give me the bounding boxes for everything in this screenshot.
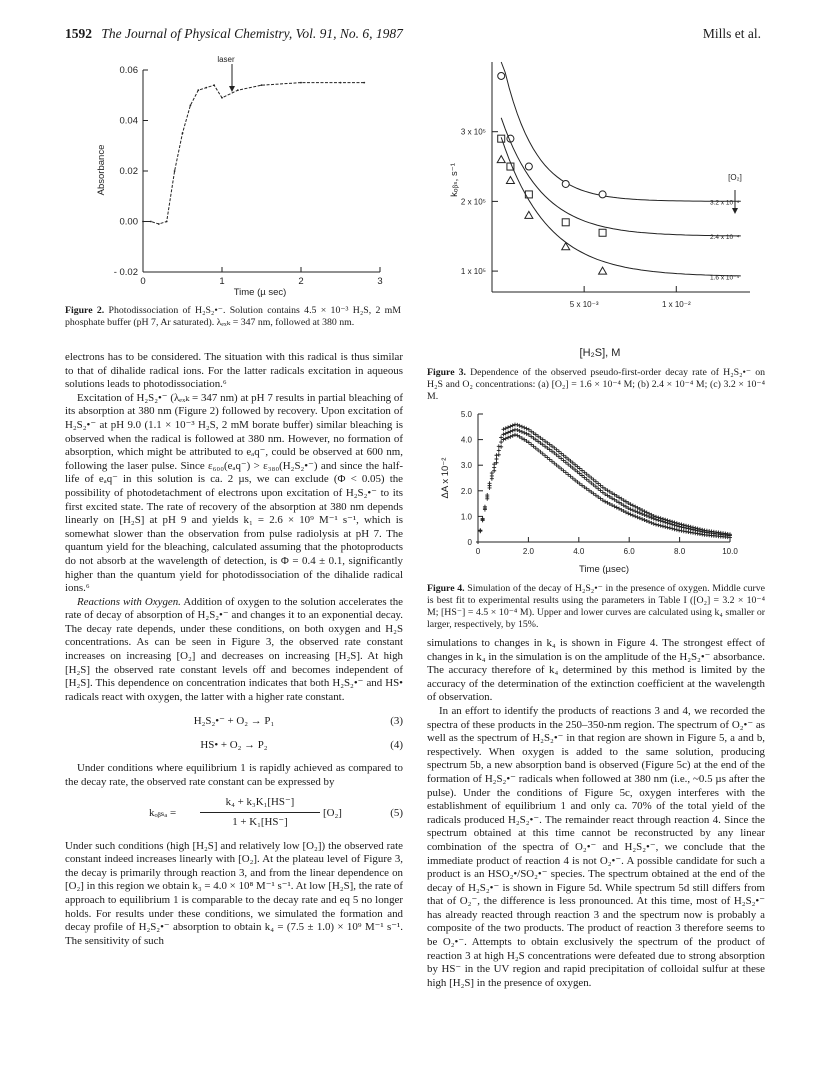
figure-4-point — [476, 540, 480, 544]
figure-4-point — [564, 471, 568, 475]
figure-4-point — [571, 476, 575, 480]
figure-4-point — [529, 442, 533, 446]
figure-2-point — [363, 82, 365, 84]
figure-2-point — [197, 89, 199, 91]
figure-2-point — [221, 97, 223, 99]
figure-4-point — [666, 521, 670, 525]
figure-2-point — [261, 84, 263, 86]
figure-4-point — [548, 457, 552, 461]
figure-4-point — [508, 424, 512, 428]
figure-2-point — [205, 87, 207, 89]
figure-4-point — [566, 462, 570, 466]
equation-5-fraction-bar — [200, 812, 320, 813]
figure-4-point — [649, 521, 653, 525]
figure-3-x-tick-label: 1 x 10⁻² — [661, 300, 691, 309]
figure-4-point — [652, 522, 656, 526]
figure-4-point — [594, 485, 598, 489]
figure-4-point — [675, 528, 679, 532]
figure-3-point-triangle — [497, 156, 505, 163]
figure-2-point — [150, 221, 152, 223]
figure-4-point — [518, 424, 522, 428]
figure-4-point — [589, 481, 593, 485]
figure-4-point — [582, 470, 586, 474]
section-heading-oxygen: Reactions with Oxygen. — [77, 595, 181, 608]
page-header — [65, 26, 761, 46]
figure-4-point — [659, 519, 663, 523]
figure-4-point — [580, 468, 584, 472]
figure-4-caption-text: Simulation of the decay of H₂S₂•⁻ in the presence of oxygen. Middle curve is best fit to experimental results using the parameters in Table I ([O₂] = 3.2 × 10⁻⁴ M; [HS⁻] = 4.5 × 10⁻⁴ M). Upper and lower curves are calculated using k₄ smaller or larger, respectively, by 15%. — [427, 583, 765, 630]
figure-2-y-tick-label: 0.02 — [119, 166, 138, 177]
figure-3-y-tick-label: 2 x 10⁵ — [460, 197, 486, 207]
figure-4-point — [654, 522, 658, 526]
figure-4-y-tick-label: 3.0 — [460, 461, 472, 471]
figure-2-caption-text: Photodissociation of H₂S₂•⁻. Solution contains 4.5 × 10⁻³ H₂S, 2 mM phosphate buffer (pH 7, Ar saturated). λₑₓₖ = 347 nm, followed at 380 nm. — [65, 305, 401, 328]
figure-4-point — [562, 453, 566, 457]
equation-5-denominator: 1 + K₁[HS⁻] — [232, 815, 288, 828]
figure-4-point — [661, 520, 665, 524]
journal-title: The Journal of Physical Chemistry, Vol. 91, No. 6, 1987 — [101, 26, 403, 41]
page-number: 1592 — [65, 26, 92, 41]
figure-4-point — [668, 526, 672, 530]
figure-4-point — [633, 509, 637, 513]
figure-2-y-tick-label: 0.00 — [119, 216, 138, 228]
figure-4-point — [568, 464, 572, 468]
figure-4-point — [656, 523, 660, 527]
figure-4-point — [654, 517, 658, 521]
figure-4-point — [506, 436, 510, 440]
figure-4-point — [575, 470, 579, 474]
figure-4-point — [518, 429, 522, 433]
figure-4-point — [497, 453, 501, 457]
figure-4-point — [534, 446, 538, 450]
figure-3-point-triangle — [525, 211, 533, 218]
figure-4-point — [585, 477, 589, 481]
figure-4-point — [559, 451, 563, 455]
left-column — [65, 351, 403, 948]
figure-4-point — [506, 425, 510, 429]
figure-4-point — [596, 487, 600, 491]
figure-2-point — [213, 84, 215, 86]
figure-3-chart — [425, 52, 765, 364]
figure-4-point — [543, 454, 547, 458]
figure-3-y-tick-label: 1 x 10⁵ — [460, 267, 486, 277]
figure-4-y-tick-label: 5.0 — [460, 410, 472, 419]
left-paragraph-3 — [65, 596, 403, 705]
figure-4-point — [666, 525, 670, 529]
figure-4-point — [631, 513, 635, 517]
equation-5-number: (5) — [390, 806, 403, 819]
equation-4-number: (4) — [390, 739, 403, 752]
figure-4-y-label: ΔA x 10⁻² — [440, 457, 451, 499]
figure-2-point — [237, 89, 239, 91]
figure-4-caption — [427, 583, 765, 631]
figure-4-point — [638, 511, 642, 515]
figure-4-point — [642, 513, 646, 517]
figure-4-point — [670, 522, 674, 526]
figure-3-fit-curve — [501, 62, 741, 201]
figure-4-point — [557, 465, 561, 469]
figure-4-point — [640, 512, 644, 516]
figure-4-point — [599, 483, 603, 487]
figure-4-x-tick-label: 4.0 — [573, 547, 585, 556]
figure-4-point — [656, 518, 660, 522]
figure-4-point — [633, 514, 637, 518]
figure-4-point — [550, 459, 554, 463]
figure-4-point — [494, 453, 498, 457]
figure-3-x-label: [H₂S], M — [579, 347, 621, 359]
figure-4-point — [659, 524, 663, 528]
figure-3-point-triangle — [506, 176, 514, 183]
figure-2-point — [182, 132, 184, 134]
figure-4-point — [506, 431, 510, 435]
figure-2-axes — [143, 70, 380, 272]
figure-4-point — [564, 455, 568, 459]
figure-4-point — [559, 467, 563, 471]
figure-4-point — [562, 458, 566, 462]
figure-4-point — [568, 459, 572, 463]
figure-2-x-tick-label: 0 — [140, 276, 146, 287]
figure-4-point — [504, 431, 508, 435]
figure-4-point — [494, 457, 498, 461]
figure-4-point — [599, 489, 603, 493]
figure-4-point — [531, 444, 535, 448]
figure-4-point — [575, 465, 579, 469]
figure-4-x-tick-label: 8.0 — [674, 547, 686, 556]
figure-2-point — [174, 170, 176, 172]
figure-4-x-label: Time (µsec) — [579, 564, 629, 575]
figure-4-point — [645, 519, 649, 523]
equation-3-body: H₂S₂•⁻ + O₂ → P₁ — [193, 715, 275, 728]
figure-4-point — [566, 457, 570, 461]
left-paragraph-3-text: Addition of oxygen to the solution accelerates the rate of decay of absorption of H₂S₂•⁻ and changes it to an exponential decay. The decay rate depends, under these conditions, on both oxygen and H₂S concentrations. As can be seen in Figure 3, the observed rate constant increases on increasing [O₂] and decreases on increasing [H₂S]. At high [H₂S] the observed rate constant levels off and becomes independent of [H₂S]. This dependence on concentration indicates that both H₂S₂•⁻ and HS• radicals react with oxygen, the latter with a higher rate constant. — [65, 595, 404, 703]
figure-3-series-label: 1.6 x 10⁻⁴ — [710, 274, 740, 282]
figure-4-point — [488, 486, 492, 490]
figure-4-point — [499, 440, 503, 444]
figure-2-y-tick-label: - 0.02 — [113, 267, 138, 278]
figure-4-point — [636, 515, 640, 519]
figure-4-point — [564, 460, 568, 464]
figure-4-point — [504, 426, 508, 430]
left-paragraph-4: Under conditions where equilibrium 1 is rapidly achieved as compared to the decay rate, the observed rate constant can be expressed by — [65, 762, 403, 789]
figure-4-point — [501, 438, 505, 442]
figure-4-point — [679, 525, 683, 529]
figure-4-point — [587, 474, 591, 478]
figure-2-x-tick-label: 2 — [298, 276, 304, 287]
figure-4-point — [555, 448, 559, 452]
figure-4-point — [636, 510, 640, 514]
figure-4-point — [497, 449, 501, 453]
figure-4-point — [587, 479, 591, 483]
figure-4-point — [511, 429, 515, 433]
figure-4-point — [578, 467, 582, 471]
figure-4-point — [571, 466, 575, 470]
figure-4-x-tick-label: 2.0 — [522, 547, 534, 556]
figure-4-point — [640, 517, 644, 521]
figure-4-point — [478, 529, 482, 533]
figure-4-point — [670, 527, 674, 531]
figure-4-point — [522, 431, 526, 435]
right-column — [427, 637, 765, 990]
figure-3-caption-text: Dependence of the observed pseudo-first-order decay rate of H₂S₂•⁻ on H₂S and O₂ concentrations: (a) [O₂] = 1.6 × 10⁻⁴ M; (b) 2.4 × 10⁻⁴ M; (c) 3.2 × 10⁻⁴ M. — [427, 367, 765, 402]
figure-4-point — [481, 518, 485, 522]
figure-4-point — [573, 478, 577, 482]
figure-3-point-triangle — [599, 267, 607, 274]
figure-2-caption-label: Figure 2. — [65, 305, 105, 316]
figure-2-x-label: Time (µ sec) — [233, 287, 287, 298]
equation-5 — [65, 790, 403, 840]
figure-4-point — [501, 427, 505, 431]
equation-4 — [65, 734, 403, 758]
figure-3-y-tick-label: 3 x 10⁵ — [460, 127, 486, 137]
figure-4-point — [557, 455, 561, 459]
figure-3-caption-label: Figure 3. — [427, 367, 467, 378]
equation-5-numerator: k₄ + k₃K₁[HS⁻] — [225, 795, 295, 808]
figure-4-point — [631, 508, 635, 512]
figure-3-point-circle — [562, 180, 569, 187]
figure-4-point — [515, 428, 519, 432]
equation-4-body: HS• + O₂ → P₂ — [200, 739, 268, 752]
figure-4-point — [545, 456, 549, 460]
figure-4-point — [508, 430, 512, 434]
figure-2-point — [142, 221, 144, 223]
figure-4-point — [541, 452, 545, 456]
figure-3-x-tick-label: 5 x 10⁻³ — [569, 300, 599, 309]
figure-3-point-square — [599, 229, 606, 236]
figure-3-fit-curve — [501, 137, 741, 276]
figure-4-point — [538, 450, 542, 454]
figure-4-point — [592, 483, 596, 487]
figure-4-point — [508, 435, 512, 439]
figure-4-point — [552, 461, 556, 465]
figure-2-trace — [143, 83, 364, 224]
right-paragraph-2: In an effort to identify the products of reactions 3 and 4, we recorded the spectra of these products in the 250–350-nm region. The spectrum of O₂•⁻ as well as the spectrum of H₂S₂•⁻ in that region are shown in Figure 5, a and b, respectively. When oxygen is added to the same solution, producing spectrum 5b, a new absorption band is observed (Figure 5c) at the end of the formation of H₂S₂•⁻ radicals when followed at 380 nm (i.e., ~0.5 µs after the pulse). Under the conditions of Figure 5c, oxygen interferes with the establishment of equilibrium 1 and only ca. 70% of the total yield of the radicals produced H₂S₂•⁻. The remainder react through reaction 4. Since the spectrum obtained at this time cannot be reconstructed by any linear combination of the spectra of O₂•⁻ and H₂S₂•⁻, we conclude that the immediate product of reaction 4 is not O₂•⁻. A possible candidate for such a product is an HSO₂•/SO₂•⁻ species. The spectrum obtained at the end of the decay of H₂S₂•⁻ is shown in Figure 5d. While spectrum 5d still differs from that of O₂⁻, the difference is less pronounced. At this time, most of H₂S₂•⁻ has already reacted through reaction 3 and the spectrum now is probably a composite of the two products. The product of reaction 3 therefore seems to be O₂•⁻. Attempts to obtain exclusively the spectrum of the product of reaction 3 at high H₂S concentrations were defeated due to strong absorption by HS⁻ in the UV region and rapid precipitation of colloidal sulfur at these high [H₂S] in the presence of oxygen. — [427, 704, 765, 989]
figure-4-point — [536, 448, 540, 452]
figure-4-y-tick-label: 2.0 — [460, 486, 472, 496]
figure-4-point — [492, 469, 496, 473]
figure-4-point — [585, 472, 589, 476]
right-paragraph-1: simulations to changes in k₄ is shown in Figure 4. The strongest effect of changes in k₄ in the simulation is on the amplitude of the H₂S₂•⁻ absorbance. The accuracy therefore of k₄ determined by this method is limited by the accuracy of the determination of the extinction coefficient at the wavelength of observation. — [427, 637, 765, 704]
figure-4-y-tick-label: 4.0 — [460, 435, 472, 445]
figure-4-point — [647, 520, 651, 524]
figure-3-series-label: 2.4 x 10⁻⁴ — [710, 234, 740, 242]
figure-4-point — [673, 527, 677, 531]
figure-3-point-circle — [525, 163, 532, 170]
figure-4-point — [571, 461, 575, 465]
figure-4-point — [562, 469, 566, 473]
figure-4-point — [497, 444, 501, 448]
figure-4-point — [661, 524, 665, 528]
figure-4-caption-label: Figure 4. — [427, 583, 465, 594]
figure-3-point-square — [562, 219, 569, 226]
figure-4-point — [638, 516, 642, 520]
figure-3-fit-curve — [501, 118, 741, 236]
figure-3-caption — [427, 367, 765, 403]
left-paragraph-2: Excitation of H₂S₂•⁻ (λₑₓₖ = 347 nm) at pH 7 results in partial bleaching of its absorption at 380 nm (Figure 2) followed by recovery. Upon excitation of H₂S₂•⁻ at pH 9.0 (1.1 × 10⁻³ H₂S, 2 mM borate buffer) similar bleaching is observed when the radical is followed at 380 nm. However, no formation of absorption, which might be attributed to eₐq⁻, could be observed at 600 nm, following the laser pulse. Since ε₆₀₀(eₐq⁻) > ε₃₈₀(H₂S₂•⁻) and since the half-life of eₐq⁻ in this solution is ca. 2 µs, we can exclude (Φ < 0.05) the possibility of photodetachment of electrons upon excitation of H₂S₂•⁻ to its first excited state. The rate of recovery of the absorption at 380 nm depends linearly on [H₂S] at pH 9 and yields k₁ = 2.6 × 10⁹ M⁻¹ s⁻¹, which is somewhat slower than the observation from pulse radiolysis at pH 7. The quantum yield for the bleaching, calculated assuming that the photoproducts do not absorb at the wavelength of detection, is Φ = 0.4 ± 0.1, significantly higher than the quantum yield for photodissociation of the dihalide radical ions.⁶ — [65, 391, 403, 595]
figure-2-caption — [65, 305, 401, 329]
figure-4-point — [522, 426, 526, 430]
figure-4-point — [515, 423, 519, 427]
figure-4-point — [592, 478, 596, 482]
equation-3 — [65, 710, 403, 734]
equation-5-tail: [O₂] — [323, 806, 342, 819]
figure-2-point — [166, 221, 168, 223]
figure-4-point — [499, 445, 503, 449]
figure-4-point — [520, 430, 524, 434]
figure-4-point — [580, 474, 584, 478]
figure-4-point — [490, 477, 494, 481]
figure-3-y-label: kₒᵦₛ, s⁻¹ — [449, 163, 460, 197]
figure-4-point — [555, 453, 559, 457]
left-paragraph-1: electrons has to be considered. The situation with this radical is thus similar to that of dihalide radical ions. For the latter radicals excitation in aqueous solutions leads to photodissociation.⁶ — [65, 351, 403, 391]
figure-4-point — [573, 468, 577, 472]
figure-4-point — [582, 475, 586, 479]
figure-4-point — [501, 432, 505, 436]
figure-4-point — [559, 457, 563, 461]
figure-4-point — [568, 474, 572, 478]
figure-4-point — [485, 497, 489, 501]
figure-4-point — [520, 425, 524, 429]
figure-3-legend-title: [O₂] — [728, 173, 742, 182]
figure-4-point — [555, 463, 559, 467]
figure-4-point — [675, 524, 679, 528]
figure-3-point-circle — [498, 72, 505, 79]
figure-4-point — [504, 437, 508, 441]
figure-4-point — [578, 472, 582, 476]
figure-4-point — [573, 463, 577, 467]
figure-4-point — [557, 450, 561, 454]
figure-2-chart — [80, 50, 400, 300]
figure-4-chart — [430, 402, 750, 580]
figure-4-point — [499, 435, 503, 439]
figure-2-point — [340, 82, 342, 84]
figure-4-point — [677, 524, 681, 528]
running-author: Mills et al. — [702, 26, 761, 41]
figure-4-point — [594, 480, 598, 484]
figure-4-y-tick-label: 1.0 — [460, 512, 472, 522]
left-paragraph-5: Under such conditions (high [H₂S] and relatively low [O₂]) the observed rate constant indeed increases linearly with [O₂]. At the plateau level of Figure 3, the decay is primarily through reaction 3, and from the linear dependence on [O₂] in this region we obtain k₃ = 4.0 × 10⁸ M⁻¹ s⁻¹. At low [H₂S], the rate of approach to equilibrium 1 is comparable to the decay rate and eq 5 no longer holds. For results under these conditions, we simulated the formation and decay profile of H₂S₂•⁻ absorption to obtain k₄ = (7.5 ± 1.0) × 10⁹ M⁻¹ s⁻¹. The sensitivity of such — [65, 839, 403, 947]
figure-2-x-tick-label: 3 — [377, 276, 383, 287]
figure-4-point — [511, 434, 515, 438]
figure-2-annotation: laser — [217, 55, 235, 64]
equation-5-lhs: kₒᵦₛₐ = — [149, 806, 177, 819]
figure-4-x-tick-label: 6.0 — [623, 547, 635, 556]
figure-4-x-tick-label: 0 — [475, 547, 481, 556]
figure-4-point — [647, 515, 651, 519]
figure-2-y-tick-label: 0.04 — [119, 115, 138, 127]
figure-4-x-tick-label: 10.0 — [722, 547, 738, 556]
figure-3-point-circle — [599, 191, 606, 198]
figure-2-y-tick-label: 0.06 — [119, 65, 138, 76]
equation-3-number: (3) — [390, 715, 403, 728]
figure-4-point — [566, 472, 570, 476]
figure-4-y-tick-label: 0 — [467, 538, 472, 547]
figure-4-point — [663, 520, 667, 524]
figure-4-point — [589, 476, 593, 480]
figure-4-point — [673, 523, 677, 527]
figure-2-point — [300, 82, 302, 84]
figure-3-series-label: 3.2 x 10⁻⁴ — [710, 199, 740, 207]
figure-2-y-label: Absorbance — [96, 144, 107, 196]
figure-4-point — [511, 424, 515, 428]
figure-2-point — [158, 223, 160, 225]
figure-4-point — [668, 522, 672, 526]
figure-4-point — [596, 482, 600, 486]
figure-4-point — [642, 518, 646, 522]
figure-4-point — [645, 514, 649, 518]
figure-4-point — [513, 433, 517, 437]
figure-2-point — [190, 104, 192, 106]
figure-2-x-tick-label: 1 — [219, 276, 225, 287]
figure-4-point — [663, 525, 667, 529]
